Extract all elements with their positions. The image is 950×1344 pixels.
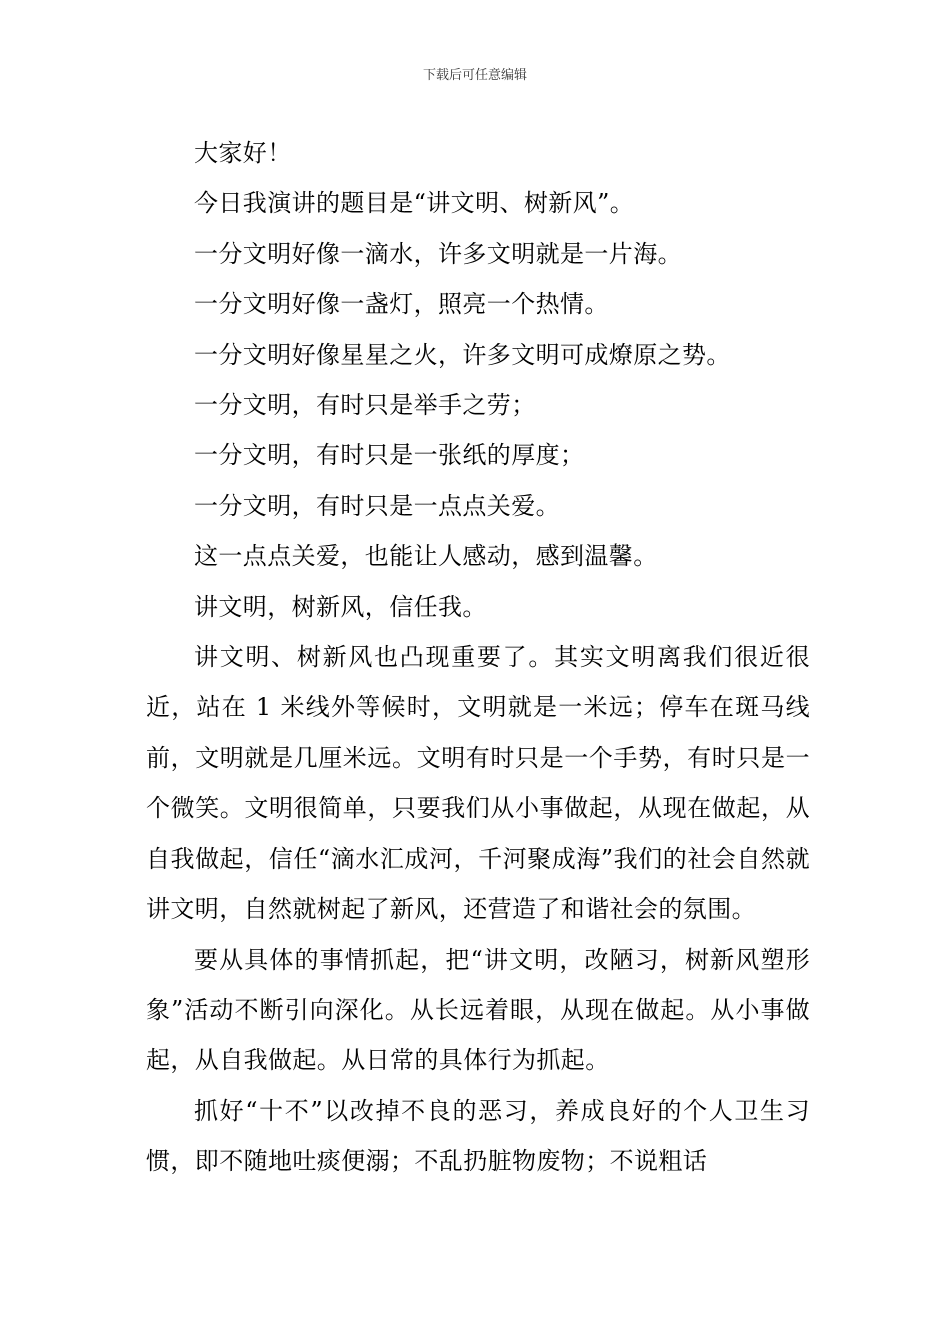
paragraph-greeting: 大家好！ — [194, 139, 292, 167]
paragraph-line: 讲文明，树新风，信任我。 — [194, 592, 487, 621]
paragraph-body: 抓好“十不”以改掉不良的恶习，养成良好的个人卫生习惯，即不随地吐痰便溺；不乱扔脏物废物；不说粗话 — [146, 1096, 810, 1176]
paragraph-line: 这一点点关爱，也能让人感动，感到温馨。 — [194, 542, 658, 571]
paragraph-body: 要从具体的事情抓起，把“讲文明，改陋习，树新风塑形象”活动不断引向深化。从长远着眼，从现在做起。从小事做起，从自我做起。从日常的具体行为抓起。 — [146, 945, 810, 1075]
paragraph-topic: 今日我演讲的题目是“讲文明、树新风”。 — [194, 189, 635, 218]
paragraph-line: 一分文明好像星星之火，许多文明可成燎原之势。 — [194, 340, 731, 369]
paragraph-line: 一分文明好像一滴水，许多文明就是一片海。 — [194, 239, 682, 268]
document-body — [146, 128, 810, 1187]
paragraph-line: 一分文明，有时只是一张纸的厚度； — [194, 441, 585, 470]
page-header: 下载后可任意编辑 — [422, 68, 527, 83]
paragraph-line: 一分文明好像一盏灯，照亮一个热情。 — [194, 290, 609, 319]
paragraph-body: 讲文明、树新风也凸现重要了。其实文明离我们很近很近，站在 1 米线外等候时，文明就是一米远；停车在斑马线前，文明就是几厘米远。文明有时只是一个手势，有时只是一个微笑。文明很简单，只要我们从小事做起，从现在做起，从自我做起，信任“滴水汇成河，千河聚成海”我们的社会自然就讲文明，自然就树起了新风，还营造了和谐社会的氛围。 — [146, 643, 810, 924]
paragraph-line: 一分文明，有时只是举手之劳； — [194, 391, 536, 420]
paragraph-line: 一分文明，有时只是一点点关爱。 — [194, 491, 560, 520]
